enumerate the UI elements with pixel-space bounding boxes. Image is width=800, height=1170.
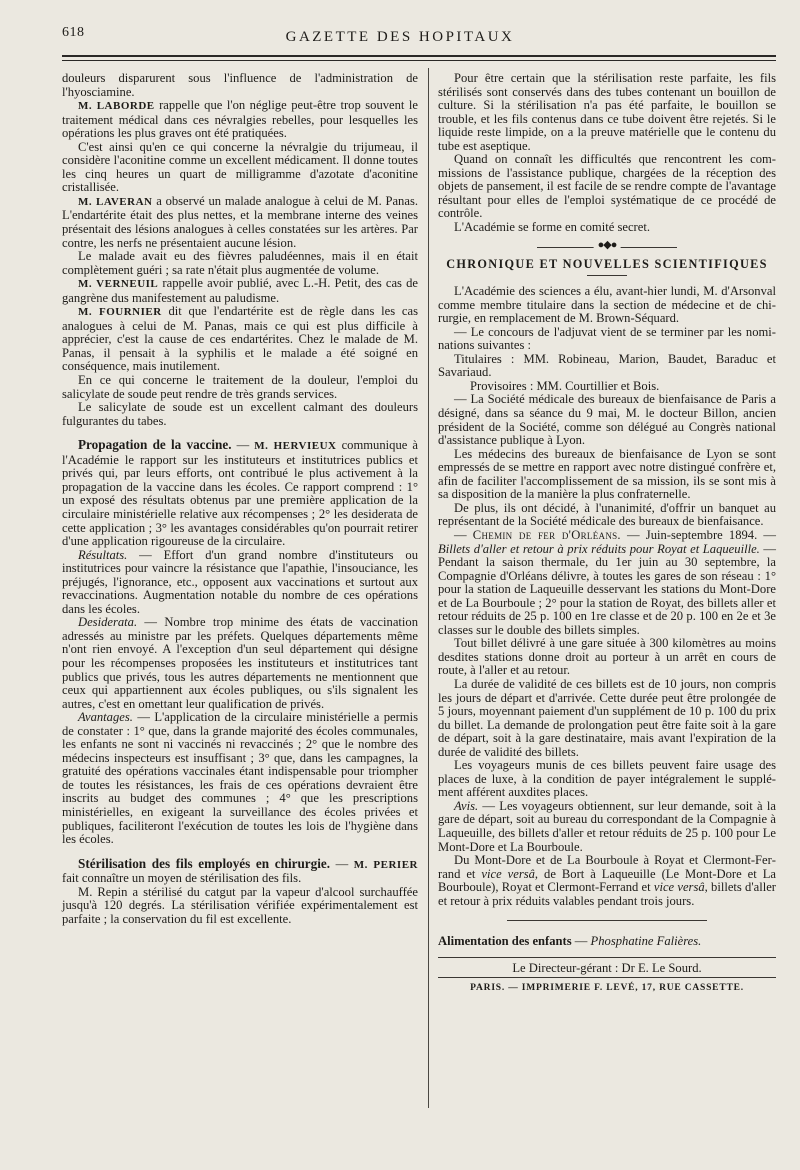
section-title: Stérilisation des fils employés en chirurgie. (78, 855, 331, 871)
paragraph-text: fait connaître un moyen de stérilisation des fils. (62, 871, 302, 886)
paragraph: En ce qui concerne le traitement de la douleur, l'emploi du salicylate de soude peut rendre de très grands services. (62, 373, 418, 401)
paragraph-text: , billets d'aller et retour à prix réduits valables pendant trois jours. (438, 880, 776, 908)
subheading: Résultats. (78, 547, 128, 562)
short-rule (587, 275, 627, 276)
news-item: L'Académie des sciences a élu, avant-hier lundi, M. d'Arsonval comme membre titulaire dans la section de médecine et de chirurgie, en remplacement de M. Brown-Séquard. (438, 284, 776, 326)
paragraph: Le malade avait eu des fièvres paludéennes, mais il en était complètement guéri ; sa rate n'était plus augmentée de volume. (62, 249, 418, 277)
paragraph: Quand on connaît les difficultés que rencontrent les commissions de l'assistance publique, chargées de la réception des objets de pansement, il est facile de se rendre compte de l'avantage résultant pour elles de l'emploi systématique de ce procédé de contrôle. (438, 152, 776, 221)
news-item: — Le concours de l'adjuvat vient de se terminer par les nominations suivantes : (438, 324, 776, 353)
speaker-name: M. HERVIEUX (254, 440, 337, 453)
page-number: 618 (62, 25, 85, 40)
paragraph (62, 616, 418, 711)
paragraph (62, 549, 418, 617)
railway-name: Chemin de fer d'Orléans. (472, 527, 621, 542)
paragraph-text: rappelle avoir publié, avec L.-H. Petit, des cas de gangrène dus manifestement au paludisme. (62, 276, 418, 305)
paragraph-text: , de Bort à Laqueuille (Le Mont-Dore et La Bourboule), Royat et Clermont-Ferrand et (438, 866, 777, 895)
list-item: Titulaires : MM. Robineau, Marion, Baudet, Baraduc et Savariaud. (438, 351, 776, 380)
divider-ornament-icon: ●◆● (594, 239, 621, 253)
column-divider (428, 68, 429, 1108)
paragraph-text: dit que l'endartérite est de règle dans les cas analogues à celui de M. Panas, mais ce qui est plus difficile à apprécier, c'est la cause de ces endartérites. Chez le malade de M. Panas, il pensait à la syphilis et le malade a été soigné en conséquence, mais inutilement. (62, 304, 418, 374)
paragraph: Le salicylate de soude est un excellent calmant des douleurs fulgurantes du tabes. (62, 400, 418, 428)
paragraph: L'Académie se forme en comité secret. (454, 220, 650, 235)
paragraph-text: a observé un malade analogue à celui de M. Panas. L'endartérite était des plus nettes, et la membrane interne des veines présentait des lésions analogues à celles constatées sur les artères. Par contre, les nerfs ne présentaient aucune lésion. (62, 193, 418, 250)
paragraph (62, 277, 418, 305)
ad-label: Alimentation des enfants (438, 934, 572, 949)
paragraph-text: — Pendant la saison thermale, du 1er juin au 30 septembre, la Compagnie d'Orléans délivre, à toutes les gares de son réseau : 1° pour la station de Laqueuille desservant les stations du Mont-Dore et de La Bourboule ; 2° pour la station de Royat, des billets aller et retour réduits de 25 p. 100 en 1re classe et de 20 p. 100 en 2e et 3e classes sur le double des billets simples. (438, 541, 776, 637)
italic-term: vice versâ (481, 866, 535, 881)
section-sterilisation (62, 857, 418, 886)
news-item: La durée de validité de ces billets est de 10 jours, non compris les jours de départ et d'arrivée. Cette durée peut être prolongée de 5 jours, moyennant paiement d'un supplément de 10 p. 100 du prix du billet. La demande de prolongation peut être faite soit à la gare de départ, soit à la gare destinataire, mais avant l'expiration de la durée de validité des billets. (438, 676, 776, 759)
news-item: Les médecins des bureaux de bienfaisance de Lyon se sont empressés de se mettre en rapport avec notre distingué confrère et, afin de faciliter l'accomplissement de sa mission, ils se sont mis à sa disposition de la manière la plus confraternelle. (438, 446, 776, 502)
news-item: De plus, ils ont décidé, à l'unanimité, d'offrir un banquet au représentant de la Société médicale des bureaux de bienfaisance. (438, 500, 776, 529)
italic-term: vice versâ (653, 880, 705, 895)
news-item: Tout billet délivré à une gare située à 300 kilomètres au moins desdites stations donne droit au porteur à un arrêt en cours de route, à l'aller et au retour. (438, 636, 776, 678)
subheading: Avis. (454, 798, 479, 813)
news-item: Les voyageurs munis de ces billets peuvent faire usage des places de luxe, à la condition de payer intégralement le supplément afférent auxdites places. (438, 758, 776, 800)
header-rule (62, 55, 776, 61)
paragraph-text: — Les voyageurs obtiennent, sur leur demande, soit à la gare de départ, soit au bureau du correspondant de la Compagnie à Laqueuille, des billets d'aller et retour réduits de 25 p. 100 pour Le Mont-Dore et La Bourboule. (438, 798, 776, 854)
paragraph: Pour être certain que la stérilisation reste parfaite, les fils stérilisés sont conservés dans des tubes contenant un bouillon de culture. Si la stérilisation n'a pas été parfaite, le bouillon se trouble, et les fils contenus dans ce tube doivent être rejetés. Si le liquide reste limpide, on a la preuve matérielle que le contenu du tube est aseptique. (438, 71, 776, 153)
notice-title: Billets d'aller et retour à prix réduits pour Royat et Laqueuille. (438, 541, 760, 556)
paragraph (62, 711, 418, 846)
section-heading: CHRONIQUE ET NOUVELLES SCIENTIFIQUES (446, 256, 768, 271)
paragraph-text: — L'application de la circulaire ministérielle a permis de constater : 1° que, dans la grande majorité des écoles communales, les enfants ne sont ni vaccinés ni revaccinés ; 2° que le nombre des médecins inspecteurs est insuffisant ; 3° que, dans les campagnes, la gratuité des opérations vaccinales étant indispensable pour triompher de toutes les résistances, les frais de ces opérations devraient être inscrits au budget des communes ; 4° que les prescriptions ministérielles, en exigeant la surveillance des écoles privées et publiques, faciliteront l'exécution de toutes les lois de l'hygiène dans les écoles. (62, 710, 418, 847)
section-end-rule (507, 920, 707, 921)
news-item (438, 854, 776, 908)
paragraph (62, 195, 418, 250)
paragraph-text: — Nombre trop minime des états de vaccination adressés au ministre par les préfets. Quelques départements même n'ont rien envoyé. A l'exception d'un seul département qui désigne pour les récompenses proposées les instituteurs et institutrices tant publics que privés, tous les autres départements ne mentionnent que ceux qui appartiennent aux écoles publiques, ou s'ils signalent les autres, c'est en omettant leur qualification de privés. (62, 615, 418, 711)
date-range: — Juin-septembre 1894. — (620, 527, 776, 542)
subheading: Avantages. (78, 710, 133, 725)
ornamental-divider (537, 238, 677, 252)
publisher-credit: Le Directeur-gérant : Dr E. Le Sourd. (512, 960, 702, 975)
paragraph: M. Repin a stérilisé du catgut par la vapeur d'alcool surchauffée jusqu'à 120 degrés. La stérilisation vérifiée expérimentalement est parfaite ; la conservation du fil est excellente. (62, 884, 418, 926)
paragraph-text: communique à l'Académie le rapport sur les instituteurs et institutrices publics et privés qui, par leurs efforts, ont contribué le plus activement à la propagation de la vaccine dans les écoles. Ce rapport comprend : 1° un exposé des résultats obtenus par une première application de la circulaire ministérielle relative aux récompenses ; 2° les desiderata de cette application ; 3° les avantages considérables qu'on pourrait retirer d'une application rigoureuse de la circulaire. (62, 438, 418, 549)
news-item: — La Société médicale des bureaux de bienfaisance de Paris a désigné, dans sa séance du 9 mai, M. le docteur Billon, ancien président de la Société, comme son délégué au Congrès national d'assistance publique à Lyon. (438, 392, 776, 448)
subheading: Desiderata. (78, 615, 138, 630)
dash: — (454, 527, 473, 542)
rule (438, 957, 776, 958)
paragraph (62, 99, 418, 141)
speaker-name: M. FOURNIER (78, 306, 162, 319)
dash: — (330, 856, 354, 871)
advertisement (438, 935, 776, 949)
paragraph (62, 305, 418, 374)
speaker-name: M. VERNEUIL (78, 278, 159, 291)
paragraph: douleurs disparurent sous l'influence de l'administration de l'hyosciamine. (62, 71, 418, 99)
speaker-name: M. PERIER (353, 858, 418, 871)
left-column (62, 72, 418, 926)
running-title: GAZETTE DES HOPITAUX (285, 29, 515, 45)
speaker-name: M. LAVERAN (78, 195, 153, 208)
speaker-name: M. LABORDE (78, 100, 155, 113)
ad-product: Phosphatine Falières. (590, 934, 702, 949)
dash: — (231, 438, 255, 453)
section-vaccine (62, 438, 418, 548)
rule (438, 977, 776, 978)
news-item (438, 800, 776, 854)
paragraph-text: rappelle que l'on néglige peut-être trop souvent le traitement médical dans ces névralgies rebelles, pour lesquelles les opérations les plus graves ont été pratiquées. (62, 98, 419, 141)
paragraph: C'est ainsi qu'en ce qui concerne la névralgie du trijumeau, il considère l'aconitine comme un excellent médicament. Il donne toutes les cinq heures un quart de milligramme d'azotate d'aconitine cristallisée. (62, 139, 418, 195)
list-item: Provisoires : MM. Courtillier et Bois. (470, 378, 660, 393)
printer-imprint: PARIS. — IMPRIMERIE F. LEVÉ, 17, RUE CASSETTE. (470, 983, 744, 994)
dash: — (571, 934, 591, 949)
right-column (438, 72, 776, 996)
paragraph-text: Du Mont-Dore et de La Bourboule à Royat et Clermont-Ferrand et (438, 853, 776, 881)
news-item (438, 529, 776, 637)
paragraph-text: — Effort d'un grand nombre d'instituteurs ou institutrices pour vaincre la résistance que l'apathie, l'insouciance, les préjugés, l'ignorance, etc., opposent aux vaccinations et surtout aux revaccinations. Augmentation notable du nombre de ces opérations dans les écoles. (62, 547, 418, 616)
section-title: Propagation de la vaccine. (78, 437, 232, 453)
